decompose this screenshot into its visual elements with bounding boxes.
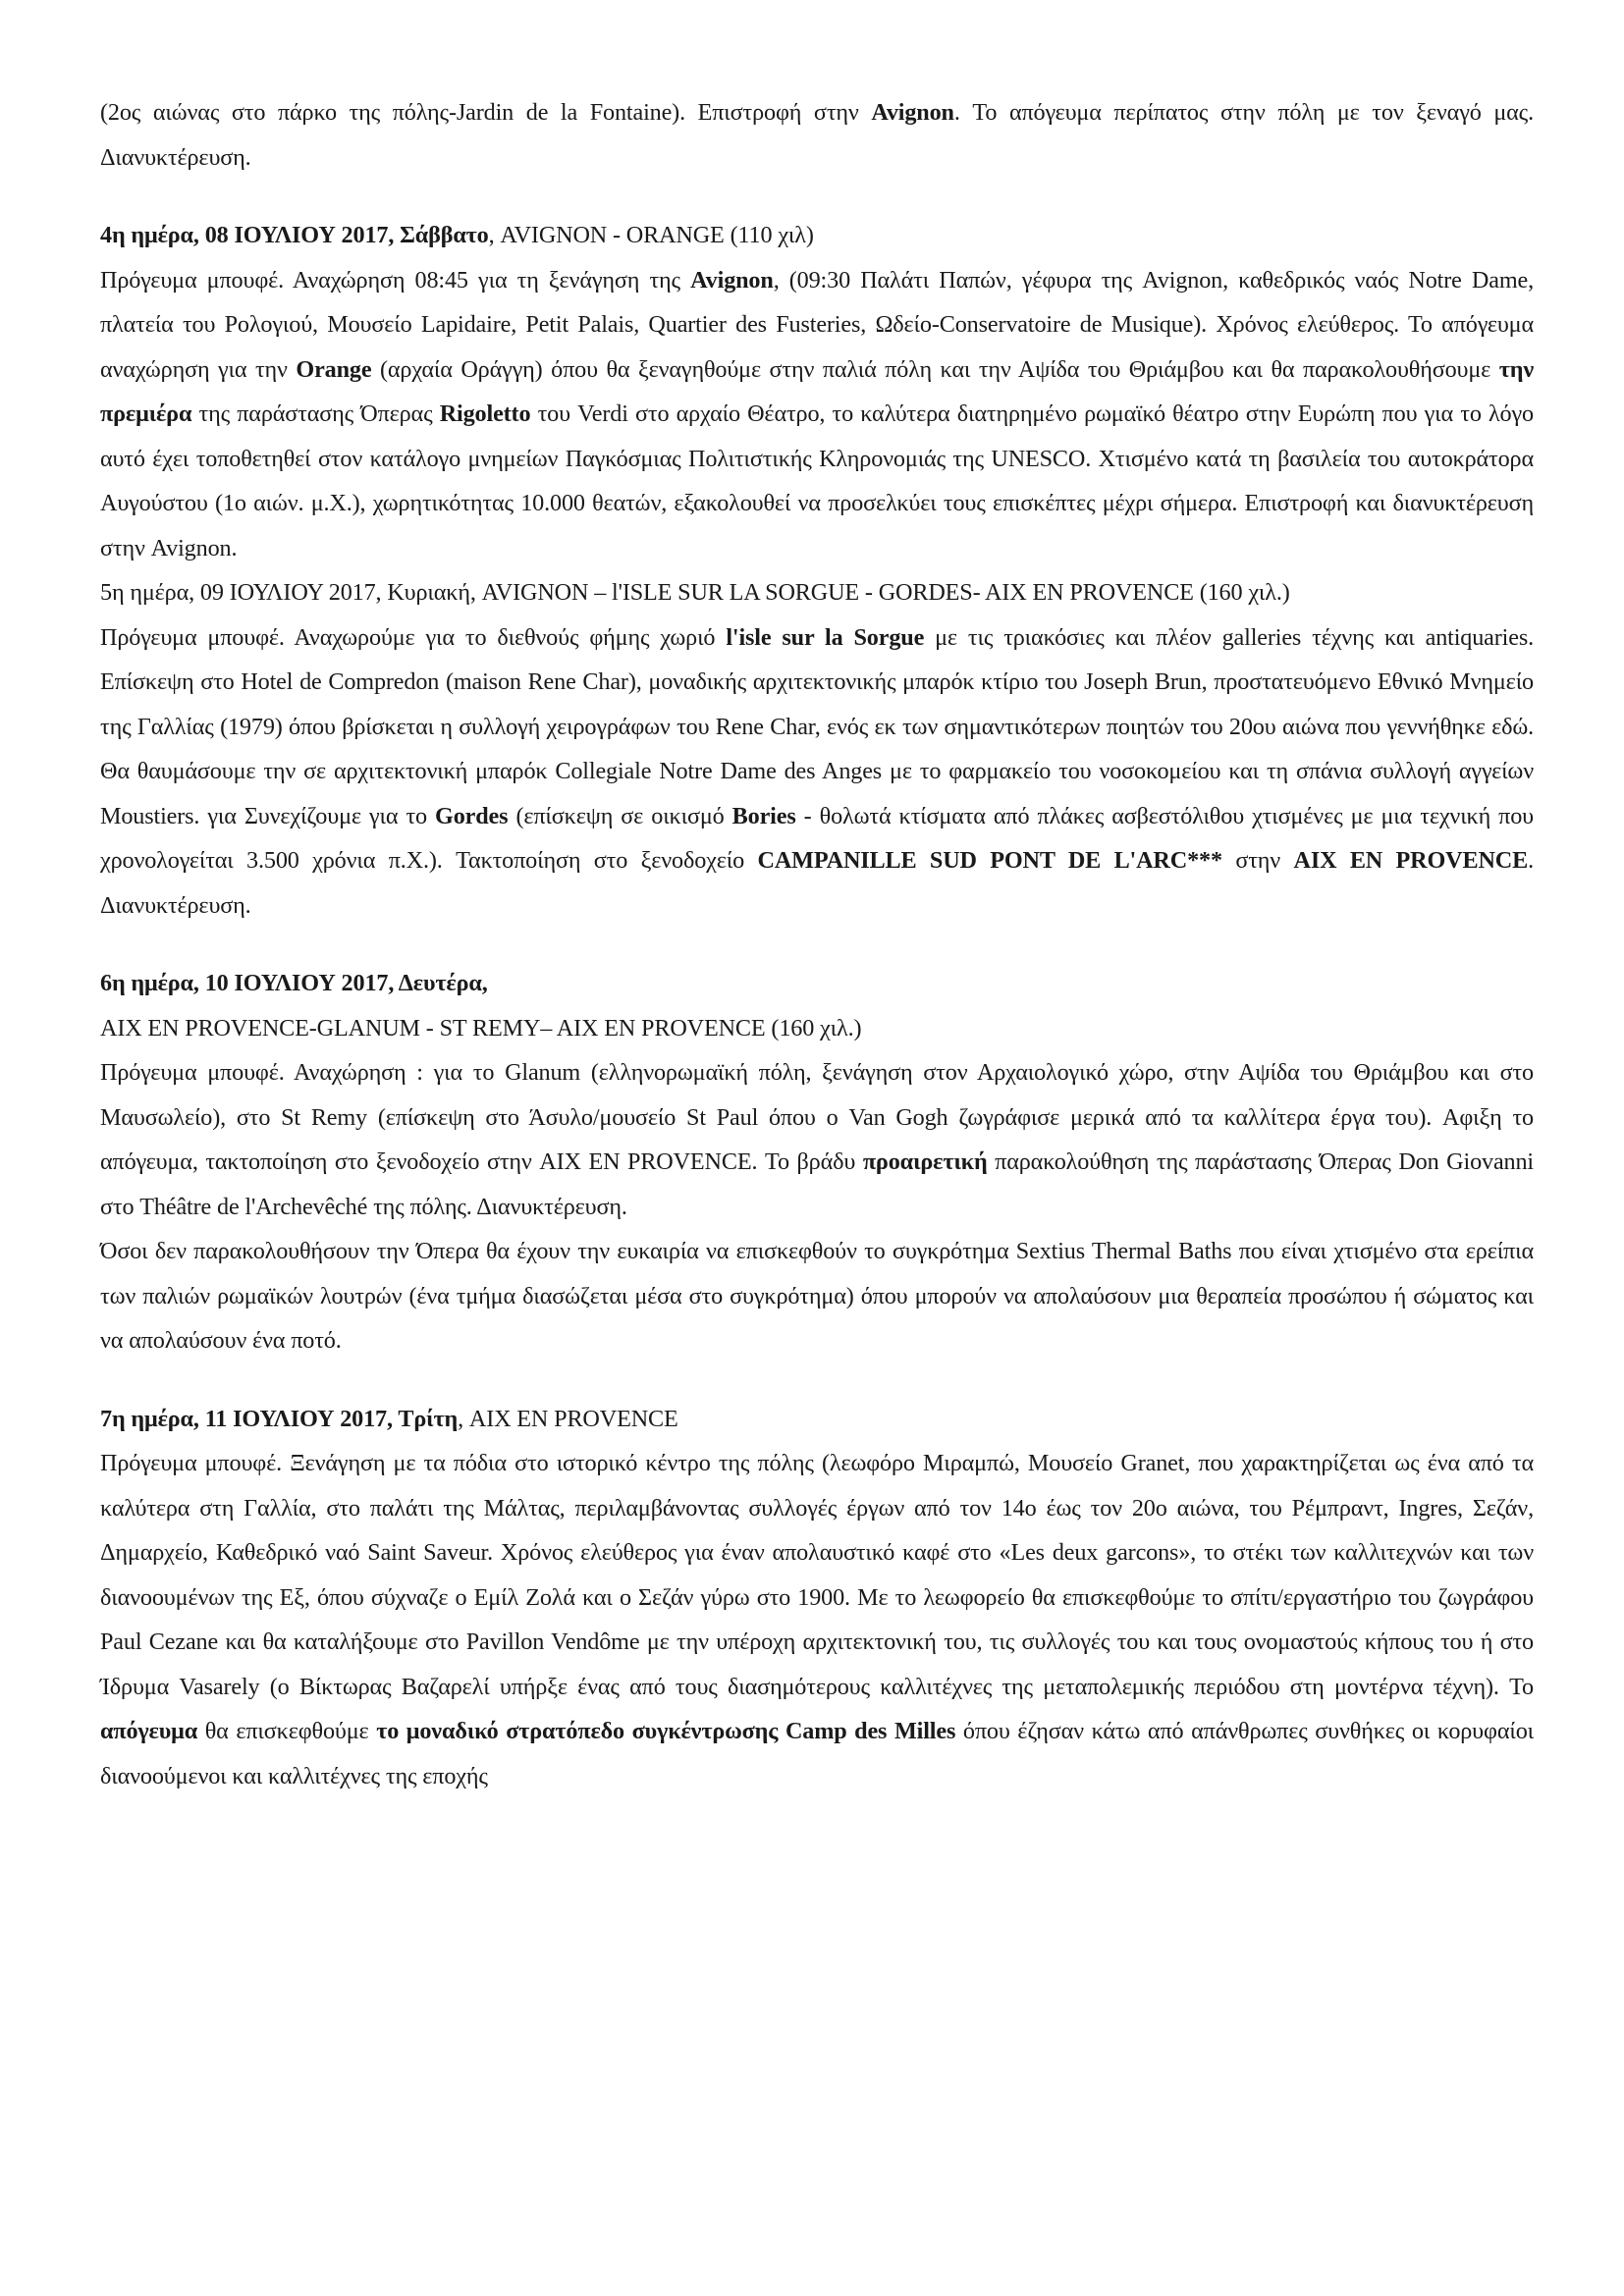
text-run: , AIX EN PROVENCE xyxy=(458,1405,678,1432)
bold-text: Rigoletto xyxy=(439,400,531,427)
paragraph-day3-end xyxy=(100,90,1534,180)
paragraph-day6-heading xyxy=(100,961,1534,1006)
text-run: 5η ημέρα, 09 ΙΟΥΛΙΟΥ 2017, Κυριακή, AVIGNON – l'ISLE SUR LA SORGUE - GORDES- AIX EN PROVENCE (160 χιλ.) xyxy=(100,579,1290,606)
text-run: Πρόγευμα μπουφέ. Αναχώρηση 08:45 για τη ξενάγηση της xyxy=(100,266,691,294)
bold-text: Gordes xyxy=(435,802,509,829)
text-run: . Το απόγευμα περίπατος στην πόλη με τον ξεναγό μας. Διανυκτέρευση. xyxy=(100,99,1534,171)
text-run: , AVIGNON - ORANGE (110 χιλ) xyxy=(488,222,814,248)
text-run: Όσοι δεν παρακολουθήσουν την Όπερα θα έχουν την ευκαιρία να επισκεφθούν το συγκρότημα Sextius Thermal Baths που είναι χτισμένο στα ερείπια των παλιών ρωμαϊκών λουτρών (ένα τμήμα διασώζεται μέσα στο συγκρότημα) όπου μπορούν να απολαύσουν μια θεραπεία προσώπου ή σώματος και να απολαύσουν ένα ποτό. xyxy=(100,1238,1534,1354)
bold-text: 7η ημέρα, 11 ΙΟΥΛΙΟΥ 2017, Τρίτη xyxy=(100,1405,459,1432)
bold-text: 6η ημέρα, 10 ΙΟΥΛΙΟΥ 2017, Δευτέρα, xyxy=(100,970,488,996)
itinerary-text xyxy=(100,90,1534,1798)
paragraph-day7-heading xyxy=(100,1397,1534,1442)
paragraph-day5-heading xyxy=(100,570,1534,615)
text-run: . Διανυκτέρευση. xyxy=(100,847,1534,919)
bold-text: απόγευμα xyxy=(100,1718,198,1744)
bold-text: Bories xyxy=(731,802,796,829)
paragraph-day5-body xyxy=(100,615,1534,929)
bold-text: Avignon xyxy=(871,99,954,126)
text-run: (επίσκεψη σε οικισμό xyxy=(508,802,732,829)
text-run: (αρχαία Οράγγη) όπου θα ξεναγηθούμε στην παλιά πόλη και την Αψίδα του Θριάμβου και θα παρακολουθήσουμε xyxy=(371,355,1499,383)
paragraph-day6-route xyxy=(100,1006,1534,1051)
paragraph-day4-heading xyxy=(100,213,1534,258)
bold-text: το μοναδικό στρατόπεδο συγκέντρωσης Camp des Milles xyxy=(376,1718,956,1744)
bold-text: 4η ημέρα, 08 ΙΟΥΛΙΟΥ 2017, Σάββατο xyxy=(100,222,489,248)
bold-text: AIX EN PROVENCE xyxy=(1293,847,1529,874)
text-run: - θολωτά κτίσματα από πλάκες ασβεστόλιθου χτισμένες με μια τεχνική που χρονολογείται 3.500 χρόνια π.Χ.). Τακτοποίηση στο ξενοδοχείο xyxy=(100,802,1534,874)
bold-text: Orange xyxy=(296,355,372,383)
paragraph-day6-extra xyxy=(100,1229,1534,1363)
bold-text: CAMPANILLE SUD PONT DE L'ARC*** xyxy=(757,847,1222,874)
text-run: του Verdi στο αρχαίο Θέατρο, το καλύτερα διατηρημένο ρωμαϊκό θέατρο στην Ευρώπη που για το λόγο αυτό έχει τοποθετηθεί στον κατάλογο μνημείων Παγκόσμιας Πολιτιστικής Κληρονομιάς της UNESCO. Χτισμένο κατά τη βασιλεία του αυτοκράτορα Αυγούστου (1ο αιών. μ.Χ.), χωρητικότητας 10.000 θεατών, εξακολουθεί να προσελκύει τους επισκέπτες μέχρι σήμερα. Επιστροφή και διανυκτέρευση στην Avignon. xyxy=(100,400,1534,561)
text-run: στην xyxy=(1221,847,1294,874)
text-run: Πρόγευμα μπουφέ. Αναχωρούμε για το διεθνούς φήμης χωριό xyxy=(100,623,727,651)
text-run: Πρόγευμα μπουφέ. Αναχώρηση : για το Glanum (ελληνορωμαϊκή πόλη, ξενάγηση στον Αρχαιολογικό χώρο, στην Αψίδα του Θριάμβου και στο Μαυσωλείο), στο St Remy (επίσκεψη στο Άσυλο/μουσείο St Paul όπου ο Van Gogh ζωγράφισε μερικά από τα καλλίτερα έργα του). Αφιξη το απόγευμα, τακτοποίηση στο ξενοδοχείο στην AIX EN PROVENCE. Το βράδυ xyxy=(100,1059,1534,1175)
text-run: παρακολούθηση της παράστασης Όπερας Don Giovanni στο Théâtre de l'Archevêché της πόλης. Διανυκτέρευση. xyxy=(100,1148,1534,1220)
text-run: θα επισκεφθούμε xyxy=(197,1718,377,1744)
bold-text: l'isle sur la Sorgue xyxy=(726,623,925,651)
text-run: όπου έζησαν κάτω από απάνθρωπες συνθήκες οι κορυφαίοι διανοούμενοι και καλλιτέχνες της εποχής xyxy=(100,1718,1535,1789)
paragraph-day6-body xyxy=(100,1050,1534,1229)
text-run: , (09:30 Παλάτι Παπών, γέφυρα της Avignon, καθεδρικός ναός Notre Dame, πλατεία του Ρολογιού, Μουσείο Lapidaire, Petit Palais, Quartier des Fusteries, Ωδείο-Conservatoire de Musique). Χρόνος ελεύθερος. Το απόγευμα αναχώρηση για την xyxy=(100,266,1534,383)
bold-text: την πρεμιέρα xyxy=(100,355,1534,427)
bold-text: Avignon xyxy=(690,266,774,294)
text-run: AIX EN PROVENCE-GLANUM - ST REMY– AIX EN PROVENCE (160 χιλ.) xyxy=(100,1014,862,1041)
text-run: Πρόγευμα μπουφέ. Ξενάγηση με τα πόδια στο ιστορικό κέντρο της πόλης (λεωφόρο Μιραμπώ, Μουσείο Granet, που χαρακτηρίζεται ως ένα από τα καλύτερα στη Γαλλία, στο παλάτι της Μάλτας, περιλαμβάνοντας συλλογές έργων από τον 14ο έως τον 20ο αιώνα, του Ρέμπραντ, Ingres, Σεζάν, Δημαρχείο, Καθεδρικό ναό Saint Saveur. Χρόνος ελεύθερος για έναν απολαυστικό καφέ στο «Les deux garcons», το στέκι των καλλιτεχνών και των διανοουμένων της Εξ, όπου σύχναζε ο Εμίλ Ζολά και ο Σεζάν γύρω στο 1900. Με το λεωφορείο θα επισκεφθούμε το σπίτι/εργαστήριο του ζωγράφου Paul Cezane και θα καταλήξουμε στο Pavillon Vendôme με την υπέροχη αρχιτεκτονική του, τις συλλογές του και τους ονομαστούς κήπους του ή στο Ίδρυμα Vasarely (ο Βίκτωρας Βαζαρελί υπήρξε ένας από τους διασημότερους καλλιτέχνες της μεταπολεμικής περιόδου στη μοντέρνα τέχνη). Το xyxy=(100,1450,1534,1700)
paragraph-day7-body xyxy=(100,1441,1534,1798)
bold-text: προαιρετική xyxy=(862,1148,988,1175)
text-run: (2ος αιώνας στο πάρκο της πόλης-Jardin de la Fontaine). Επιστροφή στην xyxy=(100,99,872,126)
paragraph-day4-body xyxy=(100,258,1534,571)
text-run: με τις τριακόσιες και πλέον galleries τέχνης και antiquaries. Επίσκεψη στο Hotel de Compredon (maison Rene Char), μοναδικής αρχιτεκτονικής μπαρόκ κτίριο του Joseph Brun, προστατευόμενο Εθνικό Μνημείο της Γαλλίας (1979) όπου βρίσκεται η συλλογή χειρογράφων του Rene Char, ενός εκ των σημαντικότερων ποιητών του 20ου αιώνα που γεννήθηκε εδώ. Θα θαυμάσουμε την σε αρχιτεκτονική μπαρόκ Collegiale Notre Dame des Anges με το φαρμακείο του νοσοκομείου και τη σπάνια συλλογή αγγείων Moustiers. για Συνεχίζουμε για το xyxy=(100,623,1534,829)
text-run: της παράστασης Όπερας xyxy=(191,400,440,427)
